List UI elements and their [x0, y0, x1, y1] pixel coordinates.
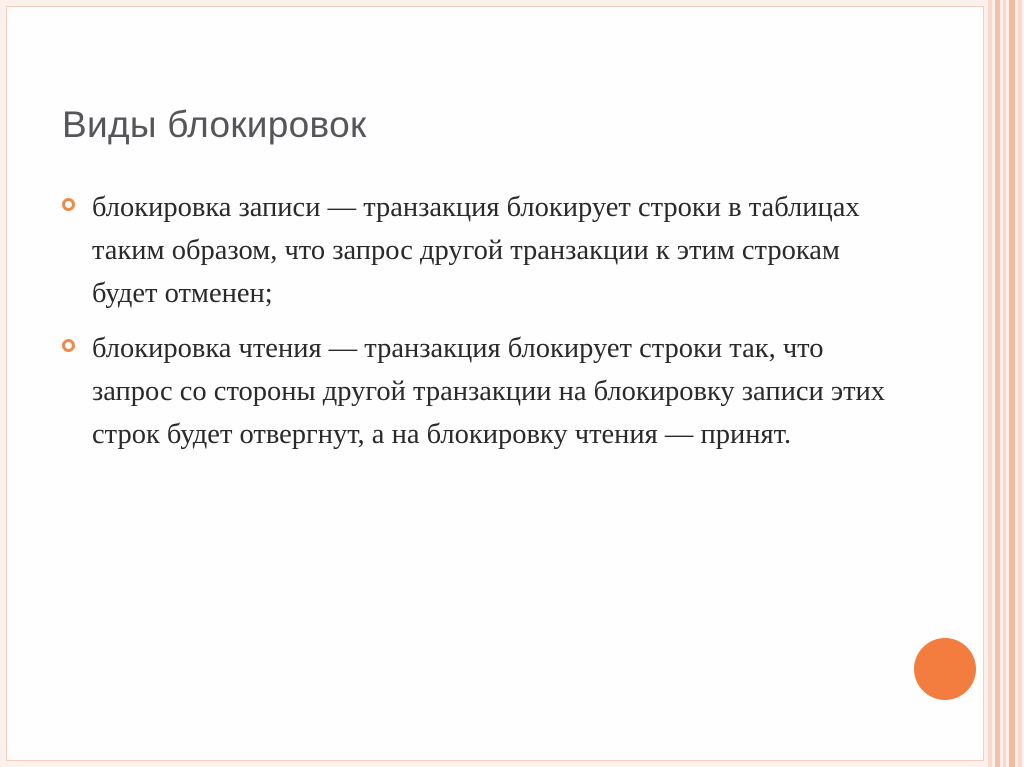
decorative-circle-icon	[914, 638, 976, 700]
stripe	[1009, 0, 1015, 767]
slide-title	[62, 104, 366, 146]
slide-title-text: Виды блокировок	[62, 104, 367, 145]
bullet-ring-icon	[62, 198, 75, 211]
bullet-item-read-lock	[62, 327, 902, 456]
bullet-item-write-lock	[62, 186, 902, 315]
bullet-text: блокировка чтения — транзакция блокирует строки так, что запрос со стороны другой транзакции на блокировку записи этих строк будет отвергнут, а на блокировку чтения — принят.	[92, 333, 886, 450]
bullet-text: блокировка записи — транзакция блокирует строки в таблицах таким образом, что запрос другой транзакции к этим строкам будет отменен;	[92, 192, 860, 309]
bullet-ring-icon	[62, 339, 75, 352]
bullet-list	[62, 186, 902, 468]
stripe	[1003, 0, 1006, 767]
stripe	[995, 0, 1000, 767]
stripe	[1018, 0, 1022, 767]
stripe	[988, 0, 992, 767]
